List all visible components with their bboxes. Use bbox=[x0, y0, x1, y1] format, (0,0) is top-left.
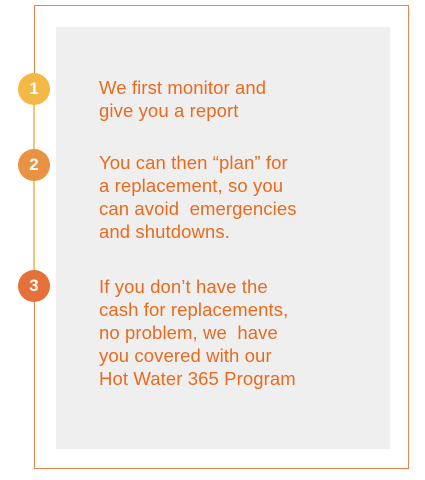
step-3-text bbox=[99, 275, 379, 390]
step-3-line: you covered with our bbox=[99, 345, 272, 366]
step-3-line: cash for replacements, bbox=[99, 299, 289, 320]
step-1-text bbox=[99, 76, 379, 122]
step-number-badge-1 bbox=[18, 73, 50, 105]
step-number-2: 2 bbox=[29, 155, 39, 174]
step-2-line: can avoid emergencies bbox=[99, 198, 297, 219]
step-2-line: and shutdowns. bbox=[99, 221, 230, 242]
step-number-badge-2 bbox=[18, 149, 50, 181]
step-connector-line bbox=[33, 180, 35, 272]
step-3-line: no problem, we have bbox=[99, 322, 278, 343]
step-2-line: You can then “plan” for bbox=[99, 152, 288, 173]
step-1-line: We first monitor and bbox=[99, 77, 267, 98]
step-3-line: If you don’t have the bbox=[99, 276, 268, 297]
step-connector-line bbox=[33, 104, 35, 152]
step-3-line: Hot Water 365 Program bbox=[99, 368, 296, 389]
step-2-text bbox=[99, 151, 379, 243]
step-number-1: 1 bbox=[29, 79, 39, 98]
step-2-line: a replacement, so you bbox=[99, 175, 284, 196]
step-number-3: 3 bbox=[29, 276, 39, 295]
step-number-badge-3 bbox=[18, 270, 50, 302]
step-1-line: give you a report bbox=[99, 100, 239, 121]
